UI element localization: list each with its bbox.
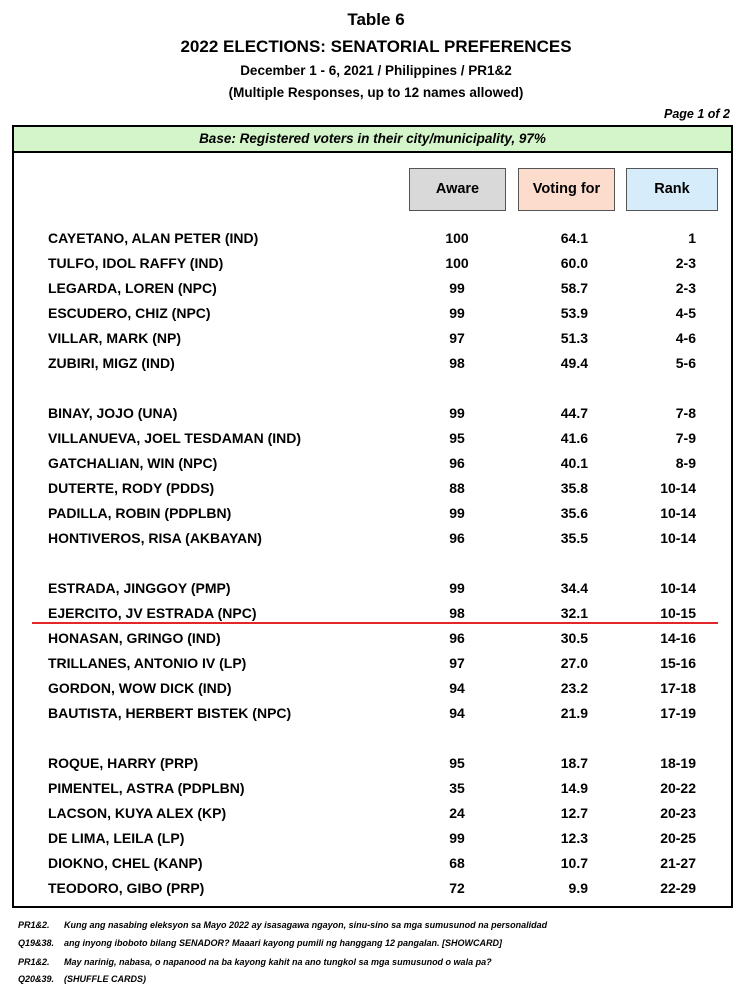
candidate-name: BINAY, JOJO (UNA) [48,405,178,421]
table-row [14,451,731,475]
table-row [14,576,731,600]
candidate-name: DE LIMA, LEILA (LP) [48,830,185,846]
table-row [14,776,731,800]
candidate-name: TEODORO, GIBO (PRP) [48,880,205,896]
voting-value: 58.7 [560,280,588,296]
rank-value: 18-19 [660,755,696,771]
footnote-code: PR1&2. [18,920,50,930]
table-row [14,226,731,250]
aware-value: 95 [449,430,465,446]
voting-value: 9.9 [568,880,588,896]
aware-value: 72 [449,880,465,896]
candidate-name: GATCHALIAN, WIN (NPC) [48,455,218,471]
rank-value: 20-22 [660,780,696,796]
table-row [14,351,731,375]
voting-value: 51.3 [560,330,588,346]
rank-value: 4-5 [675,305,696,321]
footnote-text: ang inyong iboboto bilang SENADOR? Maaari kayong pumili ng hanggang 12 pangalan. [SHOWCARD] [64,938,503,948]
voting-value: 49.4 [560,355,588,371]
table-row [14,301,731,325]
voting-value: 18.7 [560,755,588,771]
candidate-name: PIMENTEL, ASTRA (PDPLBN) [48,780,245,796]
candidate-name: CAYETANO, ALAN PETER (IND) [48,230,259,246]
candidate-name: TULFO, IDOL RAFFY (IND) [48,255,224,271]
candidate-name: ZUBIRI, MIGZ (IND) [48,355,175,371]
voting-value: 34.4 [560,580,588,596]
candidate-name: TRILLANES, ANTONIO IV (LP) [48,655,247,671]
candidate-name: ESCUDERO, CHIZ (NPC) [48,305,211,321]
aware-value: 99 [449,505,465,521]
footnote-line [18,957,492,967]
candidate-name: ESTRADA, JINGGOY (PMP) [48,580,231,596]
table-number: Table 6 [347,10,405,29]
aware-value: 88 [449,480,465,496]
rank-value: 21-27 [660,855,696,871]
aware-value: 99 [449,280,465,296]
candidate-name: VILLANUEVA, JOEL TESDAMAN (IND) [48,430,302,446]
rank-value: 10-14 [660,580,696,596]
aware-value: 99 [449,830,465,846]
aware-value: 97 [449,655,465,671]
candidate-name: ROQUE, HARRY (PRP) [48,755,199,771]
aware-value: 24 [449,805,465,821]
footnote-code: Q20&39. [18,974,55,984]
rank-value: 20-25 [660,830,696,846]
table-row [14,401,731,425]
table-row [14,276,731,300]
voting-value: 27.0 [560,655,588,671]
voting-value: 35.6 [560,505,588,521]
table-row [14,701,731,725]
base-banner: Base: Registered voters in their city/municipality, 97% [14,127,731,153]
table-row [14,651,731,675]
table-row [14,476,731,500]
table-row [14,326,731,350]
voting-value: 14.9 [560,780,588,796]
footnote-code: PR1&2. [18,957,50,967]
aware-value: 98 [449,605,465,621]
rank-value: 15-16 [660,655,696,671]
voting-value: 12.3 [560,830,588,846]
rank-value: 2-3 [675,255,696,271]
rank-value: 14-16 [660,630,696,646]
aware-value: 94 [449,680,465,696]
aware-value: 94 [449,705,465,721]
table-row [14,826,731,850]
voting-value: 35.8 [560,480,588,496]
candidate-name: DUTERTE, RODY (PDDS) [48,480,215,496]
candidate-name: LACSON, KUYA ALEX (KP) [48,805,227,821]
voting-value: 64.1 [560,230,588,246]
response-note: (Multiple Responses, up to 12 names allowed) [228,85,524,100]
voting-value: 10.7 [560,855,588,871]
table-row [14,751,731,775]
aware-value: 96 [449,455,465,471]
results-table [12,125,733,908]
footnote-text: Kung ang nasabing eleksyon sa Mayo 2022 ay isasagawa ngayon, sinu-sino sa mga sumusunod na personalidad [64,920,548,930]
rank-value: 17-19 [660,705,696,721]
rank-value: 10-15 [660,605,696,621]
aware-value: 98 [449,355,465,371]
table-row [14,676,731,700]
table-row [14,876,731,900]
aware-value: 96 [449,530,465,546]
footnote-code: Q19&38. [18,938,55,948]
voting-value: 41.6 [560,430,588,446]
rank-value: 10-14 [660,530,696,546]
candidate-name: HONASAN, GRINGO (IND) [48,630,221,646]
candidate-name: EJERCITO, JV ESTRADA (NPC) [48,605,257,621]
footnote-text: May narinig, nabasa, o napanood na ba kayong kahit na ano tungkol sa mga sumusunod o wala pa? [64,957,492,967]
voting-value: 30.5 [560,630,588,646]
voting-value: 60.0 [560,255,588,271]
top-12-cutoff-line [32,622,718,624]
column-header-aware: Aware [409,168,506,211]
candidate-name: VILLAR, MARK (NP) [48,330,181,346]
rank-value: 10-14 [660,480,696,496]
aware-value: 99 [449,305,465,321]
voting-value: 35.5 [560,530,588,546]
aware-value: 35 [449,780,465,796]
aware-value: 100 [445,255,469,271]
aware-value: 99 [449,580,465,596]
column-header-voting: Voting for [518,168,615,211]
voting-value: 40.1 [560,455,588,471]
rank-value: 7-8 [675,405,696,421]
table-row [14,501,731,525]
candidate-name: PADILLA, ROBIN (PDPLBN) [48,505,232,521]
voting-value: 12.7 [560,805,588,821]
voting-value: 32.1 [560,605,588,621]
candidate-name: HONTIVEROS, RISA (AKBAYAN) [48,530,262,546]
footnote-line [18,920,547,930]
rank-value: 10-14 [660,505,696,521]
rank-value: 22-29 [660,880,696,896]
rank-value: 5-6 [675,355,696,371]
footnote-line [18,974,146,984]
voting-value: 53.9 [560,305,588,321]
table-row [14,626,731,650]
footnote-text: (SHUFFLE CARDS) [64,974,146,984]
table-row [14,526,731,550]
aware-value: 68 [449,855,465,871]
aware-value: 99 [449,405,465,421]
table-row [14,851,731,875]
rank-value: 1 [688,230,696,246]
aware-value: 95 [449,755,465,771]
candidate-name: DIOKNO, CHEL (KANP) [48,855,203,871]
rank-value: 17-18 [660,680,696,696]
aware-value: 96 [449,630,465,646]
rank-value: 20-23 [660,805,696,821]
rank-value: 2-3 [675,280,696,296]
voting-value: 21.9 [560,705,588,721]
rank-value: 4-6 [675,330,696,346]
page-title: 2022 ELECTIONS: SENATORIAL PREFERENCES [180,37,572,56]
column-header-rank: Rank [626,168,718,211]
candidate-name: LEGARDA, LOREN (NPC) [48,280,217,296]
table-row [14,251,731,275]
page-indicator: Page 1 of 2 [664,107,730,121]
table-row [14,426,731,450]
table-row [14,801,731,825]
voting-value: 23.2 [560,680,588,696]
rank-value: 8-9 [675,455,696,471]
aware-value: 97 [449,330,465,346]
aware-value: 100 [445,230,469,246]
candidate-name: BAUTISTA, HERBERT BISTEK (NPC) [48,705,292,721]
voting-value: 44.7 [560,405,588,421]
survey-period: December 1 - 6, 2021 / Philippines / PR1&2 [240,63,512,78]
candidate-name: GORDON, WOW DICK (IND) [48,680,232,696]
footnote-line [18,938,502,948]
rank-value: 7-9 [675,430,696,446]
